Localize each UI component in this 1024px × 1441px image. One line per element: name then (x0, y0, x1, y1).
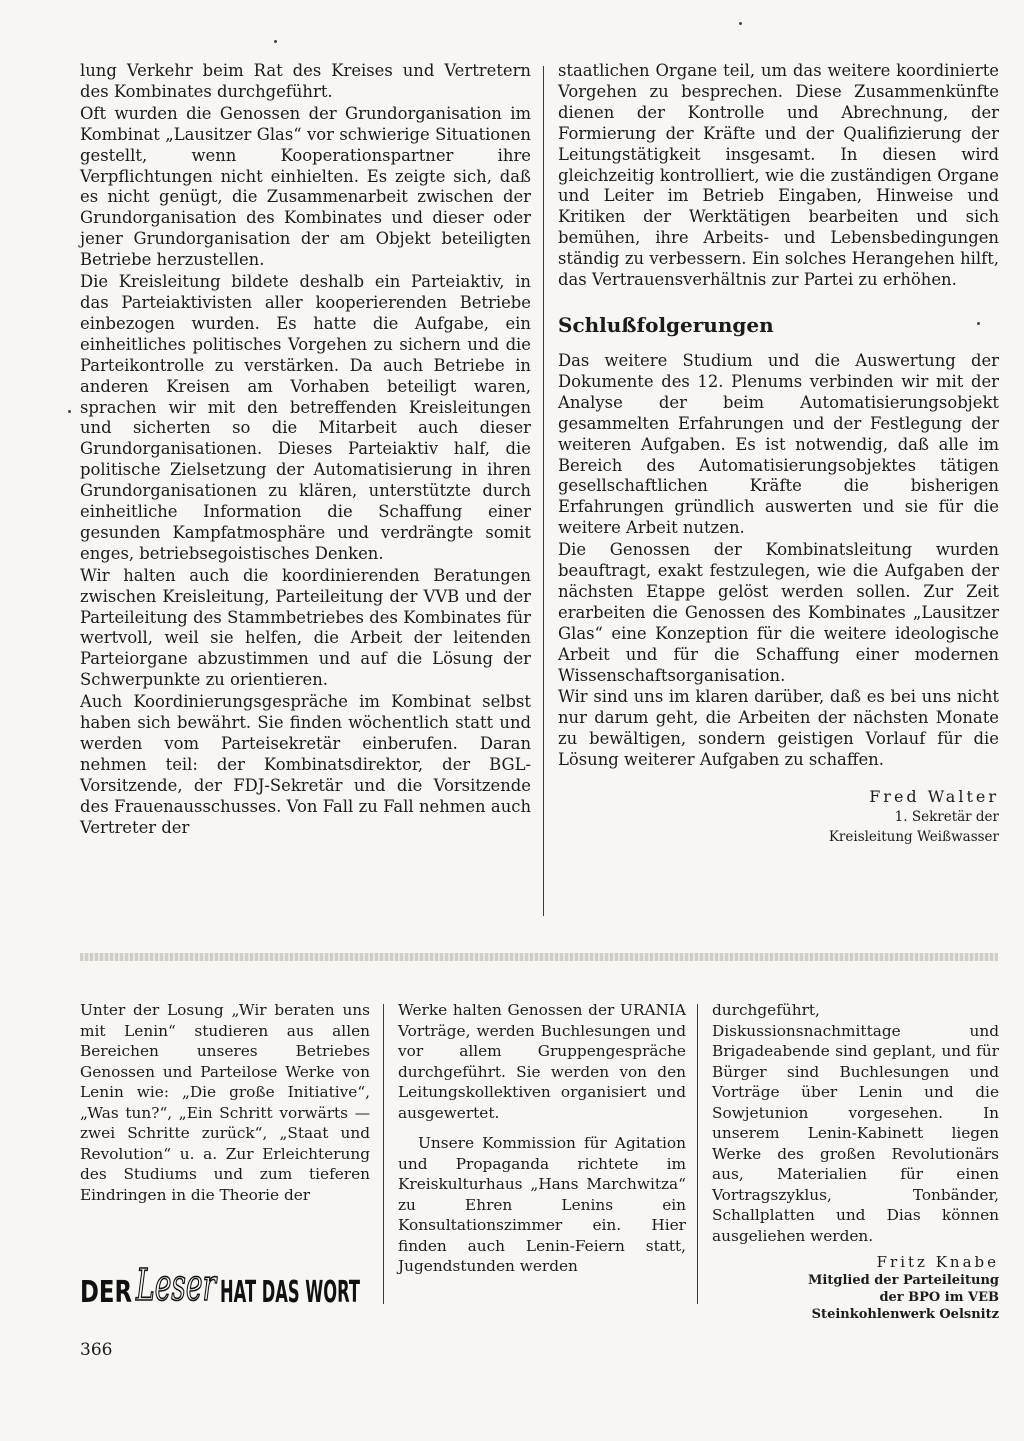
print-speck (739, 22, 742, 25)
column-divider (383, 1004, 384, 1304)
paragraph: Oft wurden die Genossen der Grundorganisation im Kombinat „Lausitzer Glas“ vor schwierige Situationen gestellt, wenn Kooperationspartner ihre Verpflichtungen nicht einhielten. Es zeigte sich, daß es nicht genügt, die Zusammenarbeit zwischen der Grundorganisation des Kombinates und dieser oder jener Grundorganisation der am Objekt beteiligten Betriebe herzustellen. (80, 103, 531, 270)
author-role: 1. Sekretär der (894, 809, 999, 826)
paragraph: durchgeführt, Diskussionsnachmittage und Brigadeabende sind geplant, und für Bürger sind Buchlesungen und Vorträge über Lenin und die Sowjetunion vorgesehen. In unserem Lenin-Kabinett liegen Werke des großen Revolutionärs aus, Materialien für einen Vortragszyklus, Tonbänder, Schallplatten und Dias können ausgeliehen werden. (712, 1001, 999, 1245)
section-divider (80, 953, 998, 961)
paragraph: Die Genossen der Kombinatsleitung wurden beauftragt, exakt festzulegen, wie die Aufgaben der nächsten Etappe gelöst werden sollen. Zur Zeit erarbeiten die Genossen des Kombinates „Lausitzer Glas“ eine Konzeption für die weitere ideologische Arbeit und für die Schaffung einer modernen Wissenschaftsorganisation. (558, 540, 999, 685)
upper-right-column (558, 61, 999, 847)
paragraph: Die Kreisleitung bildete deshalb ein Parteiaktiv, in das Parteiaktivisten aller kooperierenden Betriebe einbezogen wurden. Es hatte die Aufgabe, ein einheitliches politisches Vorgehen zu sichern und die Parteikontrolle zu verstärken. Da auch Betriebe in anderen Kreisen am Vorhaben beteiligt waren, sprachen wir mit den betreffenden Kreisleitungen und sicherten so die Mitarbeit auch dieser Grundorganisationen. Dieses Parteiaktiv half, die politische Zielsetzung der Automatisierung in ihren Grundorganisationen zu klären, unterstützte durch einheitliche Information die Schaffung einer gesunden Kampfatmosphäre und verdrängte somit enges, betriebsegoistisches Denken. (80, 272, 531, 563)
author-role: der BPO im VEB (879, 1290, 999, 1305)
column-divider (543, 66, 544, 916)
paragraph: Auch Koordinierungsgespräche im Kombinat selbst haben sich bewährt. Sie finden wöchentlich statt und werden vom Parteisekretär einberufen. Daran nehmen teil: der Kombinatsdirektor, der BGL-Vorsitzende, der FDJ-Sekretär und die Vorsitzende des Frauenausschusses. Von Fall zu Fall nehmen auch Vertreter der (80, 692, 531, 837)
author-affiliation: Steinkohlenwerk Oelsnitz (811, 1307, 999, 1322)
paragraph: Wir halten auch die koordinierenden Beratungen zwischen Kreisleitung, Parteileitung der VVB und der Parteileitung des Stammbetriebes des Kombinates für wertvoll, weil sie helfen, die Arbeit der leitenden Parteiorgane abzustimmen und auf die Lösung der Schwerpunkte zu orientieren. (80, 565, 531, 690)
author-affiliation: Kreisleitung Weißwasser (828, 829, 999, 846)
author-name: Fritz Knabe (876, 1253, 999, 1271)
logo-script-leser: Leser (135, 1260, 218, 1311)
lower-column-1 (80, 1000, 370, 1205)
page-number: 366 (80, 1340, 113, 1360)
logo-text-hat-das-wort: HAT DAS WORT (220, 1275, 361, 1310)
lower-column-2 (398, 1000, 686, 1277)
upper-left-column (80, 61, 531, 839)
print-speck (68, 410, 71, 413)
logo-text-der: DER (80, 1275, 132, 1310)
paragraph: Das weitere Studium und die Auswertung der Dokumente des 12. Plenums verbinden wir mit der Analyse der beim Automatisierungsobjekt gesammelten Erfahrungen und der Festlegung der weiteren Aufgaben. Es ist notwendig, daß alle im Bereich des Automatisierungsobjektes tätigen gesellschaftlichen Kräfte die bisherigen Erfahrungen gründlich auswerten und sie für die weitere Arbeit nutzen. (558, 350, 999, 538)
paragraph: Werke halten Genossen der URANIA Vorträge, werden Buchlesungen und vor allem Gruppengespräche durchgeführt. Sie werden von den Leitungskollektiven organisiert und ausgewertet. (398, 1001, 686, 1122)
section-heading: Schlußfolgerungen (558, 312, 774, 337)
paragraph: staatlichen Organe teil, um das weitere koordinierte Vorgehen zu besprechen. Diese Zusammenkünfte dienen der Kontrolle und Abrechnung, der Formierung der Kräfte und der Qualifizierung der Leitungstätigkeit insgesamt. In diesen wird gleichzeitig kontrolliert, wie die zuständigen Organe und Leiter im Betrieb Eingaben, Hinweise und Kritiken der Werktätigen bearbeiten und sich bemühen, ihre Arbeits- und Lebensbedingungen ständig zu verbessern. Ein solches Herangehen hilft, das Vertrauensverhältnis zur Partei zu erhöhen. (558, 61, 999, 290)
author-role: Mitglied der Parteileitung (808, 1273, 999, 1288)
der-leser-hat-das-wort-logo (80, 1258, 362, 1318)
print-speck (977, 322, 980, 325)
print-speck (274, 40, 277, 43)
paragraph: Wir sind uns im klaren darüber, daß es bei uns nicht nur darum geht, die Arbeiten der nächsten Monate zu bewältigen, sondern geistigen Vorlauf für die Lösung weiterer Aufgaben zu schaffen. (558, 687, 999, 770)
paragraph: Unsere Kommission für Agitation und Propaganda richtete im Kreiskulturhaus „Hans Marchwitza“ zu Ehren Lenins ein Konsultationszimmer ein. Hier finden auch Lenin-Feiern statt, Jugendstunden werden (398, 1134, 686, 1275)
author-name: Fred Walter (869, 787, 999, 807)
lower-column-3 (712, 1000, 999, 1323)
paragraph: Unter der Losung „Wir beraten uns mit Lenin“ studieren aus allen Bereichen unseres Betriebes Genossen und Parteilose Werke von Lenin wie: „Die große Initiative“, „Was tun?“, „Ein Schritt vorwärts — zwei Schritte zurück“, „Staat und Revolution“ u. a. Zur Erleichterung des Studiums und zum tieferen Eindringen in die Theorie der (80, 1001, 370, 1204)
paragraph: lung Verkehr beim Rat des Kreises und Vertretern des Kombinates durchgeführt. (80, 61, 531, 101)
column-divider (697, 1004, 698, 1304)
